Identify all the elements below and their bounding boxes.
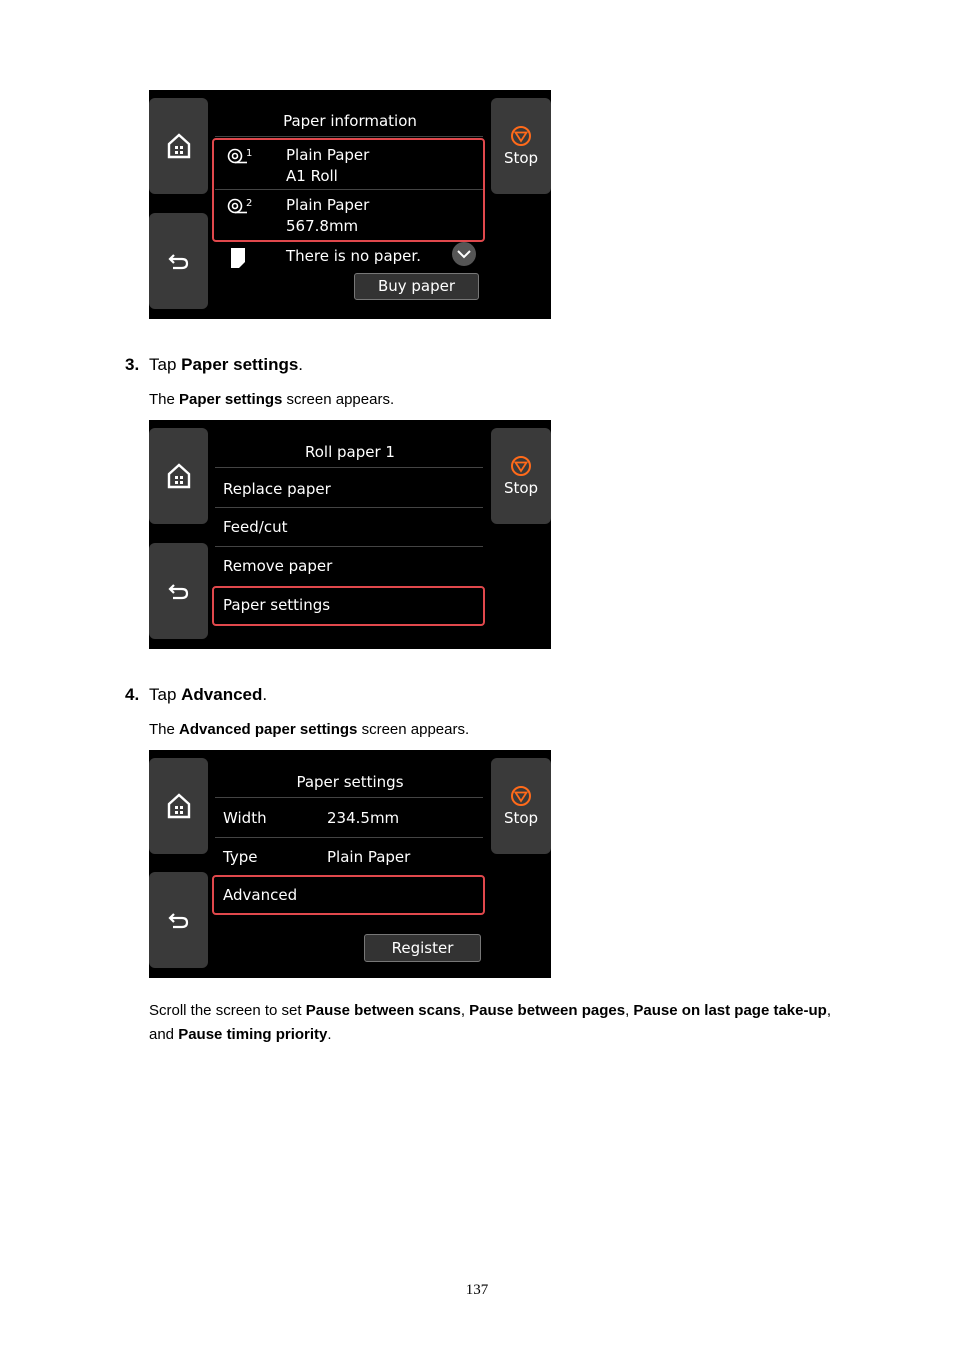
roll-1-paper-size[interactable]: A1 Roll	[286, 167, 338, 185]
step-text-suffix: .	[298, 355, 304, 374]
step-text-suffix: .	[262, 685, 268, 704]
home-button[interactable]	[149, 428, 208, 524]
menu-item-replace-paper[interactable]: Replace paper	[223, 480, 331, 498]
type-label[interactable]: Type	[223, 848, 258, 866]
menu-divider	[215, 507, 483, 508]
note-bold: Pause on last page take-up	[633, 1002, 827, 1019]
roll-divider	[215, 189, 483, 190]
note-text: , and	[149, 1002, 831, 1043]
note-bold: Pause between scans	[305, 1002, 461, 1019]
title-divider	[215, 136, 483, 137]
desc-text: The	[149, 721, 180, 738]
note-text: ,	[625, 1002, 634, 1019]
roll-1-index: 1	[246, 148, 253, 159]
stop-label: Stop	[503, 479, 539, 497]
step-number: 4.	[125, 685, 140, 704]
roll-1-paper-type[interactable]: Plain Paper	[286, 146, 370, 164]
back-arrow-icon	[168, 911, 190, 929]
register-button[interactable]: Register	[364, 934, 481, 962]
step-3-instruction	[125, 355, 303, 375]
title-divider	[215, 797, 483, 798]
title-divider	[215, 467, 483, 468]
stop-button[interactable]	[491, 758, 551, 854]
back-button[interactable]	[149, 213, 208, 309]
page-number: 137	[465, 1282, 489, 1298]
home-icon	[167, 793, 191, 819]
step-number: 3.	[125, 355, 140, 374]
back-button[interactable]	[149, 872, 208, 968]
note-bold: Pause timing priority	[178, 1026, 328, 1043]
desc-text: The	[149, 391, 180, 408]
note-text: .	[327, 1026, 332, 1043]
width-label[interactable]: Width	[223, 809, 267, 827]
stop-button[interactable]	[491, 428, 551, 524]
screen-title: Paper information	[283, 112, 417, 130]
step-bold-text: Paper settings	[181, 355, 299, 374]
menu-item-feed-cut[interactable]: Feed/cut	[223, 518, 288, 536]
home-icon	[167, 133, 191, 159]
stop-button[interactable]	[491, 98, 551, 194]
roll-2-paper-type[interactable]: Plain Paper	[286, 196, 370, 214]
sheet-status: There is no paper.	[286, 247, 421, 265]
paper-settings-screenshot	[149, 750, 551, 978]
roll-paper-menu-screenshot	[149, 420, 551, 649]
desc-bold-text: Advanced paper settings	[179, 721, 358, 738]
step-4-description	[149, 718, 469, 742]
home-button[interactable]	[149, 98, 208, 194]
menu-item-remove-paper[interactable]: Remove paper	[223, 557, 333, 575]
scroll-note	[149, 999, 849, 1047]
back-arrow-icon	[168, 582, 190, 600]
screen-title: Paper settings	[296, 773, 404, 791]
home-button[interactable]	[149, 758, 208, 854]
stop-icon	[510, 125, 532, 147]
step-text: Tap	[149, 685, 182, 704]
desc-text-suffix: screen appears.	[357, 721, 470, 738]
desc-text-suffix: screen appears.	[282, 391, 395, 408]
sheet-icon	[231, 248, 245, 273]
paper-information-screenshot	[149, 90, 551, 319]
step-text: Tap	[149, 355, 182, 374]
step-4-instruction	[125, 685, 267, 705]
home-icon	[167, 463, 191, 489]
note-bold: Pause between pages	[469, 1002, 626, 1019]
desc-bold-text: Paper settings	[179, 391, 283, 408]
back-arrow-icon	[168, 252, 190, 270]
advanced-item[interactable]: Advanced	[223, 886, 298, 904]
back-button[interactable]	[149, 543, 208, 639]
step-3-description	[149, 388, 394, 412]
roll-2-remaining[interactable]: 567.8mm	[286, 217, 359, 235]
note-text: Scroll the screen to set	[149, 1002, 306, 1019]
menu-item-paper-settings[interactable]: Paper settings	[223, 596, 331, 614]
menu-divider	[215, 546, 483, 547]
stop-icon	[510, 455, 532, 477]
type-value: Plain Paper	[327, 848, 411, 866]
screen-title: Roll paper 1	[305, 443, 395, 461]
stop-label: Stop	[503, 149, 539, 167]
buy-paper-button[interactable]: Buy paper	[354, 273, 479, 300]
expand-chevron-icon[interactable]	[452, 242, 476, 266]
note-text: ,	[460, 1002, 470, 1019]
stop-label: Stop	[503, 809, 539, 827]
roll-2-index: 2	[246, 198, 253, 209]
width-value: 234.5mm	[327, 809, 400, 827]
step-bold-text: Advanced	[181, 685, 263, 704]
stop-icon	[510, 785, 532, 807]
row-divider	[215, 837, 483, 838]
